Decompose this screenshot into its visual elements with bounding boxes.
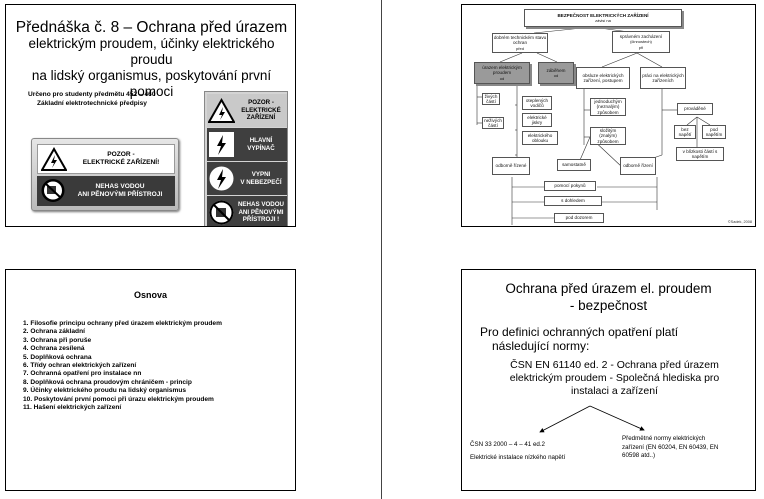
diagram-box-expert-led: [492, 157, 530, 175]
slide-3-outline: [5, 269, 296, 491]
norm-left-line-1: ČSN 33 2000 – 4 – 41 ed.2: [470, 441, 545, 448]
diagram-box-technical: [492, 33, 548, 53]
slide-4-title-line-1: Ochrana před úrazem el. proudem: [505, 281, 712, 296]
sign-r1-line-3: ZAŘÍZENÍ: [246, 114, 276, 122]
slide-1-title: [10, 20, 293, 100]
outline-title: Osnova: [133, 290, 167, 300]
sign-no-water-extinguish: [207, 196, 287, 227]
box-expert-led-2-label: odborně řízení: [623, 163, 653, 169]
warning-sign-plate: [31, 138, 179, 211]
box-behavior-sub2: při: [638, 44, 644, 50]
sign-switch-off-text: [236, 162, 286, 195]
diagram-box-fire: [538, 62, 574, 84]
page-divider: [381, 0, 382, 499]
outline-item: 9. Účinky elektrického proudu na lidský organismus: [23, 387, 187, 395]
sign-main-switch-text: [236, 128, 286, 161]
sign-no-water-extinguish-text: [236, 196, 286, 227]
norm-right-block: [622, 435, 750, 461]
box-under-voltage-label: pod napětím: [705, 126, 723, 137]
slide-4-norm-line-2: elektrickým proudem - Společná hlediska pro: [509, 372, 720, 384]
box-arc-label: elektrického oblouku: [527, 132, 553, 143]
box-spark-label: elektrické jiskry: [527, 114, 547, 125]
course-note: [28, 90, 156, 108]
sign-row-electric: [37, 144, 175, 174]
outline-item: 2. Ochrana základní: [23, 328, 85, 336]
outline-item: 10. Poskytování první pomoci při úrazu elektrickým proudem: [23, 395, 214, 403]
norm-right-line-2: zařízení (EN 60204, EN 60439, EN: [622, 443, 719, 451]
sign-no-water-line-1: NEHAS VODOU: [95, 183, 145, 190]
diagram-box-hot-wires: [522, 96, 552, 110]
sign-switch-off: [207, 162, 287, 195]
box-instructions-label: pomocí pokynů: [554, 183, 586, 189]
box-technical-sub: před: [515, 45, 524, 51]
diagram-box-no-voltage: [674, 125, 696, 139]
sign-r4-line-2: ANI PĚNOVÝMI: [238, 208, 284, 216]
lightning-warning-icon: [41, 147, 67, 172]
warning-signs-column: [204, 91, 288, 227]
outline-item: 8. Doplňková ochrana proudovým chráničem - princip: [23, 378, 192, 386]
box-operation-label: obsluze elektrických zařízení, postupem: [582, 72, 624, 83]
no-water-icon: [40, 178, 66, 203]
sign-no-water-line-2: ANI PĚNOVÝMI PŘÍSTROJI: [77, 191, 163, 198]
box-live-parts-label: živých částí: [484, 93, 498, 104]
sign-r3-line-2: V NEBEZPEČÍ: [240, 178, 282, 186]
outline-item: 3. Ochrana při poruše: [23, 336, 92, 344]
diagram-box-instructions: [544, 181, 596, 191]
box-hot-wires-label: oteplených vodičů: [525, 97, 549, 108]
slide-4-intro-line-1: Pro definici ochranných opatření platí: [480, 325, 679, 339]
diagram-box-performed: [677, 103, 713, 115]
title-line-1: Přednáška č. 8 – Ochrana před úrazem: [15, 19, 288, 36]
diagram-box-complex-way: [590, 127, 626, 145]
diagram-box-operation: [576, 67, 630, 89]
arrow-left: [540, 406, 590, 432]
sign-r2-line-1: HLAVNÍ: [249, 137, 273, 144]
outline-item: 4. Ochrana zesílená: [23, 345, 85, 353]
box-dead-parts-label: neživých částí: [484, 117, 502, 128]
box-work-label: práci na elektrických zařízeních: [642, 72, 684, 83]
sign-danger-electric: [207, 94, 287, 127]
sign-r4-line-3: PŘÍSTROJI !: [242, 216, 280, 224]
no-water-icon: [208, 198, 235, 227]
box-near-voltage-label: v blízkosti částí s napětím: [682, 148, 718, 159]
norm-right-line-1: Předmětné normy elektrických: [622, 435, 706, 442]
box-simple-way-label: jednoduchým (neznalým) způsobem: [594, 98, 622, 115]
box-technical-label: dobrém technickém stavu ochran: [493, 34, 547, 46]
sign-electric-line-1: POZOR -: [107, 151, 135, 158]
outline-item: 1. Filosofie principu ochrany před úrazem elektrickým proudem: [23, 320, 222, 327]
title-line-2: elektrickým proudem, účinky elektrického proudu: [28, 36, 275, 67]
outline-item: 7. Ochranná opatření pro instalace nn: [23, 370, 142, 378]
norm-right-line-3: 60598 atd..): [622, 452, 656, 459]
box-behavior-sub: (činnostech): [630, 39, 652, 45]
box-complex-way-label: složitým (znalým) způsobem: [597, 127, 619, 144]
sign-r4-line-1: NEHAS VODOU: [237, 201, 285, 209]
lightning-warning-icon: [208, 96, 235, 125]
course-note-line-1: Určeno pro studenty předmětu 452 – 460: [28, 91, 156, 98]
sign-row-no-water: [37, 176, 175, 206]
box-safety-sub: závisí na: [595, 18, 611, 23]
course-note-line-2: Základní elektrotechnické předpisy: [37, 100, 147, 107]
diagram-box-spark: [522, 113, 552, 127]
sign-no-water-text: [67, 176, 173, 206]
lightning-circle-icon: [208, 164, 235, 193]
box-expert-led-label: odborně řízené: [495, 163, 527, 169]
outline-item: 5. Doplňková ochrana: [23, 353, 92, 361]
slide-4-intro-line-2: následující normy:: [492, 339, 590, 353]
diagram-box-injury: [474, 62, 530, 84]
box-behavior-label: správném zacházení: [619, 33, 663, 39]
slide-4-protection: [461, 269, 756, 491]
diagram-box-simple-way: [590, 98, 626, 116]
outline-item: 11. Hašení elektrických zařízení: [23, 404, 122, 412]
diagram-box-safety: [524, 9, 682, 27]
box-injury-sub: od: [499, 75, 505, 81]
sign-r1-line-2: ELEKTRICKÉ: [241, 106, 281, 114]
box-fire-sub: od: [553, 73, 559, 78]
diagram-box-live-parts: [482, 93, 500, 105]
arrow-right: [590, 406, 644, 430]
sign-electric-text: [68, 145, 174, 173]
box-performed-label: prováděné: [684, 106, 706, 112]
diagram-copyright: ©Sadek, 2008: [727, 220, 752, 224]
title-line-3: na lidský organismus, poskytování první pomoci: [31, 68, 272, 99]
slide-4-norm-line-1: ČSN EN 61140 ed. 2 - Ochrana před úrazem: [510, 359, 719, 371]
slide-4-title-line-2: - bezpečnost: [569, 298, 648, 313]
sign-r1-line-1: POZOR -: [248, 99, 274, 107]
box-independent-label: samostatně: [562, 162, 586, 168]
diagram-box-behavior: [612, 31, 670, 53]
lightning-bolt-icon: [208, 130, 235, 159]
sign-r3-line-1: VYPNI: [251, 171, 271, 178]
diagram-box-near-voltage: [676, 147, 724, 161]
sign-electric-line-2: ELEKTRICKÉ ZAŘÍZENÍ!: [82, 159, 160, 166]
box-oversight-label: pod dozorem: [565, 215, 593, 221]
diagram-box-arc: [522, 131, 558, 145]
box-fire-label: záběhem: [546, 67, 566, 73]
sign-main-switch: [207, 128, 287, 161]
slide-4-norm-line-3: instalaci a zařízení: [571, 385, 658, 397]
diagram-box-dead-parts: [482, 117, 504, 129]
diagram-box-independent: [557, 159, 591, 171]
slide-2-safety-diagram: [461, 4, 756, 227]
slide-1: [5, 4, 296, 227]
outline-list: [23, 320, 222, 412]
norm-left-block: [470, 438, 565, 464]
norm-left-line-2: Elektrické instalace nízkého napětí: [470, 454, 566, 461]
box-supervision-label: s dohledem: [561, 198, 585, 204]
diagram-box-expert-led-2: [620, 157, 656, 175]
diagram-box-under-voltage: [702, 125, 726, 139]
diagram-box-work: [640, 67, 686, 89]
diagram-box-supervision: [544, 196, 602, 206]
box-injury-label: úrazem elektrickým proudem: [482, 64, 522, 76]
sign-danger-electric-text: [236, 94, 286, 127]
diagram-box-oversight: [554, 213, 604, 223]
box-no-voltage-label: bez napětí: [678, 126, 692, 137]
outline-item: 6. Třídy ochran elektrických zařízení: [23, 362, 137, 370]
box-safety-label: BEZPEČNOST ELEKTRICKÝCH ZAŘÍZENÍ: [557, 12, 649, 18]
sign-r2-line-2: VYPÍNAČ: [247, 144, 275, 152]
